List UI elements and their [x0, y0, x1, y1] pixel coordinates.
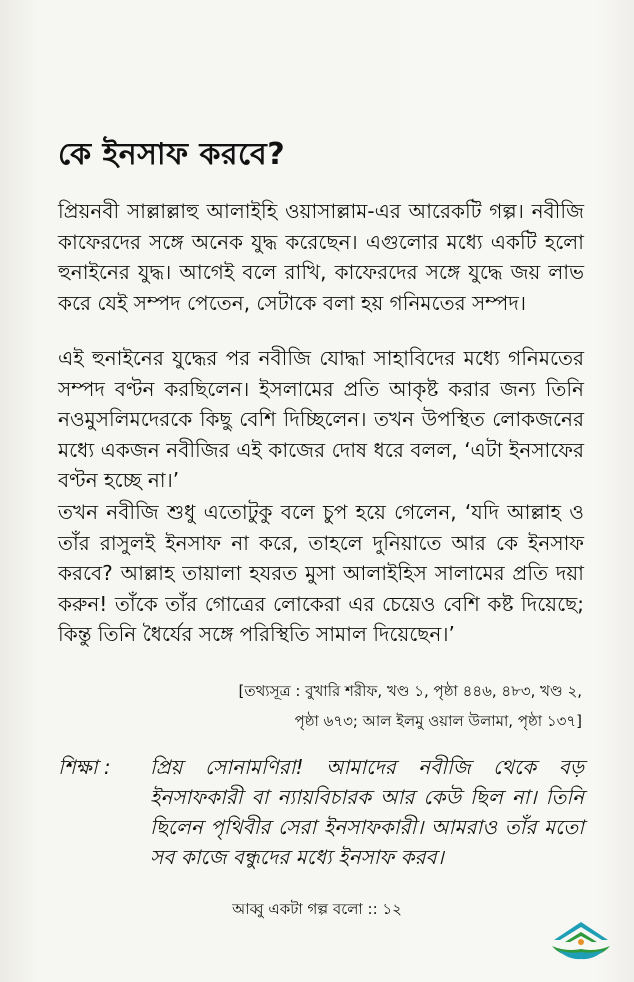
source-citation-line: পৃষ্ঠা ৬৭৩; আল ইলমু ওয়াল উলামা, পৃষ্ঠা ১৩৭] [294, 712, 582, 730]
lesson-label: শিক্ষা : [58, 755, 111, 779]
story-paragraph: প্রিয়নবী সাল্লাল্লাহু আলাইহি ওয়াসাল্লাম-এর আরেকটি গল্প। নবীজি কাফেরদের সঙ্গে অনেক যুদ্ধ করেছেন। এগুলোর মধ্যে একটি হলো হুনাইনের যুদ্ধ। আগেই বলে রাখি, কাফেরদের সঙ্গে যুদ্ধে জয় লাভ করে যেই সম্পদ পেতেন, সেটাকে বলা হয় গনিমতের সম্পদ। [58, 199, 584, 315]
story-paragraph: তখন নবীজি শুধু এতোটুকু বলে চুপ হয়ে গেলেন, ‘যদি আল্লাহ ও তাঁর রাসুলই ইনসাফ না করে, তাহলে দুনিয়াতে আর কে ইনসাফ করবে? আল্লাহ তায়ালা হযরত মুসা আলাইহিস সালামের প্রতি দয়া করুন! তাঁকে তাঁর গোত্রের লোকেরা এর চেয়েও বেশি কষ্ট দিয়েছে; কিন্তু তিনি ধৈর্যের সঙ্গে পরিস্থিতি সামাল দিয়েছেন।’ [58, 500, 584, 647]
lesson-block [58, 752, 584, 872]
source-citation [162, 676, 582, 736]
story-paragraph: এই হুনাইনের যুদ্ধের পর নবীজি যোদ্ধা সাহাবিদের মধ্যে গনিমতের সম্পদ বণ্টন করছিলেন। ইসলামের প্রতি আকৃষ্ট করার জন্য তিনি নওমুসলিমদেরকে কিছু বেশি দিচ্ছিলেন। তখন উপস্থিত লোকজনের মধ্যে একজন নবীজির এই কাজের দোষ ধরে বলল, ‘এটা ইনসাফের বণ্টন হচ্ছে না।’ [58, 346, 584, 493]
page-footer: আব্বু একটা গল্প বলো :: ১২ [232, 900, 402, 918]
page-title: কে ইনসাফ করবে? [58, 137, 286, 172]
lesson-text: প্রিয় সোনামণিরা! আমাদের নবীজি থেকে বড় ইনসাফকারী বা ন্যায়বিচারক আর কেউ ছিল না। তিনি ছিলেন পৃথিবীর সেরা ইনসাফকারী। আমরাও তাঁর মতো সব কাজে বন্ধুদের মধ্যে ইনসাফ করব। [150, 755, 584, 869]
publisher-logo-icon [548, 916, 614, 962]
source-citation-line: [তথ্যসূত্র : বুখারি শরীফ, খণ্ড ১, পৃষ্ঠা ৪৪৬, ৪৮৩, খণ্ড ২, [238, 682, 582, 700]
